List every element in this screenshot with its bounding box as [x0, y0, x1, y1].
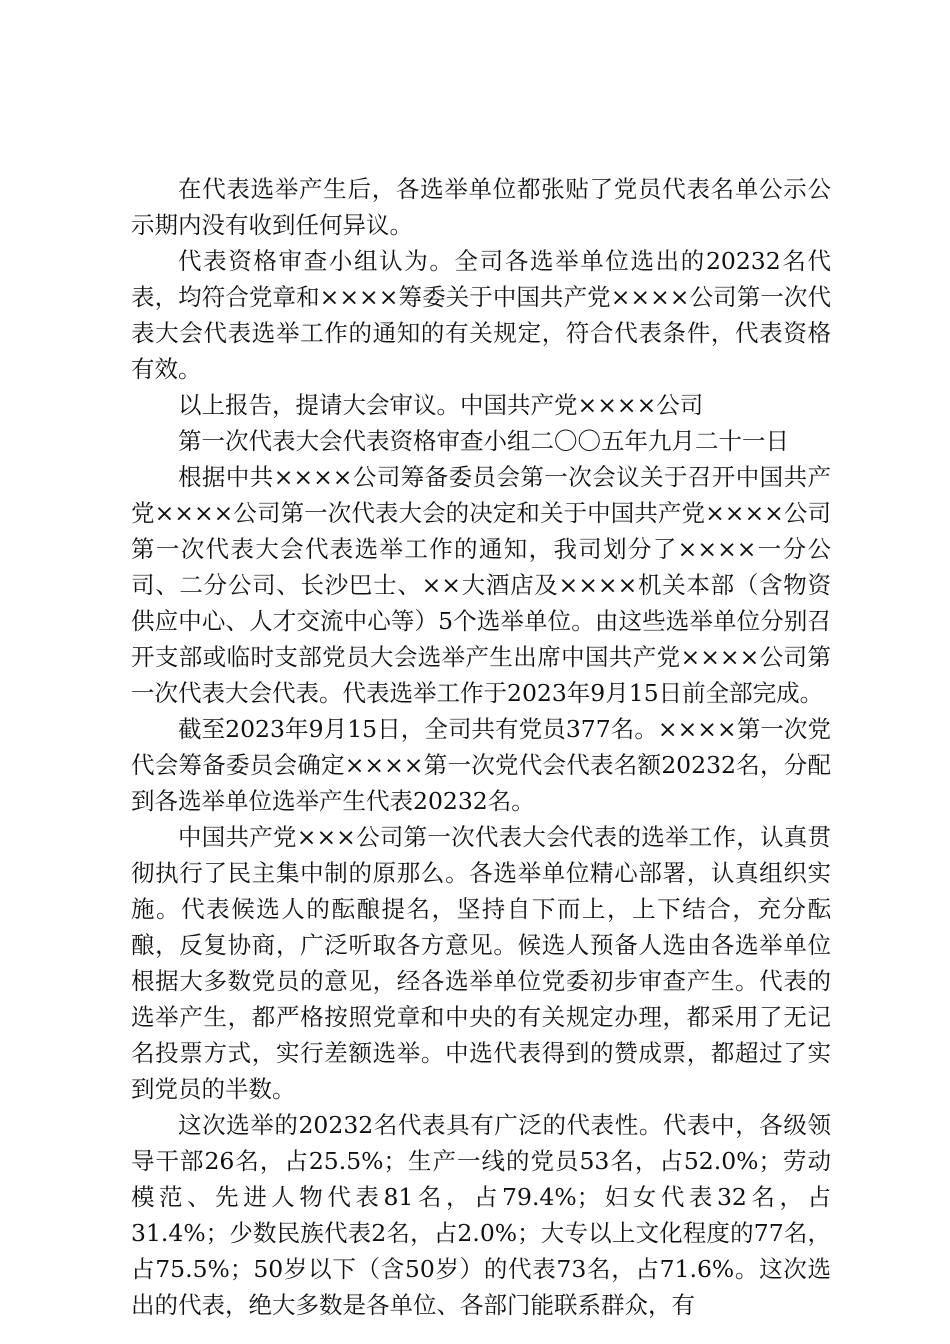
paragraph-election-process: 中国共产党×××公司第一次代表大会代表的选举工作，认真贯彻执行了民主集中制的原那么。各选举单位精心部署，认真组织实施。代表候选人的酝酿提名，坚持自下而上，上下结合，充分酝酿，反复协商，广泛听取各方意见。候选人预备人选由各选举单位根据大多数党员的意见，经各选举单位党委初步审查产生。代表的选举产生，都严格按照党章和中央的有关规定办理，都采用了无记名投票方式，实行差额选举。中选代表得到的赞成票，都超过了实到党员的半数。 — [131, 823, 831, 1103]
paragraph-report-submission: 以上报告，提请大会审议。中国共产党××××公司 — [178, 391, 704, 419]
paragraph-signature-date: 第一次代表大会代表资格审查小组二〇〇五年九月二十一日 — [178, 427, 789, 455]
paragraph-election-units: 根据中共××××公司筹备委员会第一次会议关于召开中国共产党××××公司第一次代表大会的决定和关于中国共产党××××公司第一次代表大会代表选举工作的通知，我司划分了××××一分公司、二分公司、长沙巴士、××大酒店及××××机关本部（含物资供应中心、人才交流中心等）5个选举单位。由这些选举单位分别召开支部或临时支部党员大会选举产生出席中国共产党××××公司第一次代表大会代表。代表选举工作于2023年9月15日前全部完成。 — [131, 463, 831, 707]
paragraph-qualification-review: 代表资格审查小组认为。全司各选举单位选出的20232名代表，均符合党章和××××筹委关于中国共产党××××公司第一次代表大会代表选举工作的通知的有关规定，符合代表条件，代表资格有效。 — [131, 247, 831, 383]
paragraph-publicity: 在代表选举产生后，各选举单位都张贴了党员代表名单公示公示期内没有收到任何异议。 — [131, 175, 831, 239]
document-body — [131, 171, 831, 1323]
paragraph-representativeness: 这次选举的20232名代表具有广泛的代表性。代表中，各级领导干部26名，占25.5%；生产一线的党员53名，占52.0%；劳动模范、先进人物代表81名，占79.4%；妇女代表32名，占31.4%；少数民族代表2名，占2.0%；大专以上文化程度的77名，占75.5%；50岁以下（含50岁）的代表73名，占71.6%。这次选出的代表，绝大多数是各单位、各部门能联系群众，有 — [131, 1111, 831, 1319]
paragraph-member-count: 截至2023年9月15日，全司共有党员377名。××××第一次党代会筹备委员会确定××××第一次党代会代表名额20232名，分配到各选举单位选举产生代表20232名。 — [131, 715, 831, 815]
